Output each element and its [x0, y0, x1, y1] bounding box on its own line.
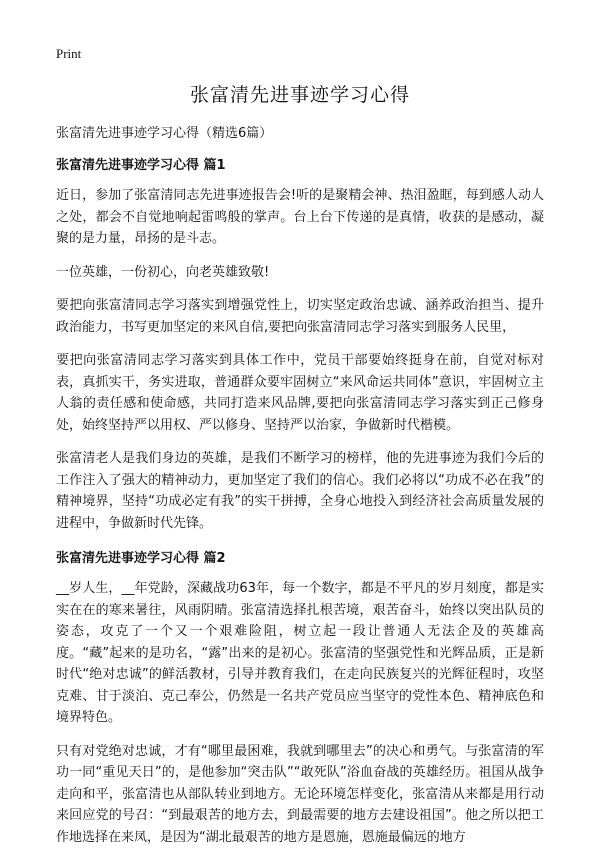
print-label: Print — [56, 46, 544, 62]
paragraph: 一位英雄，一份初心，向老英雄致敬! — [56, 262, 544, 284]
paragraph: __岁人生，__年党龄，深藏战功63年，每一个数字，都是不平凡的岁月刻度，都是实实在在的寒来暑往，风雨阴晴。张富清选择扎根苦境，艰苦奋斗，始终以突出队员的姿态，攻克了一个又一个艰难险阻，树立起一段让普通人无法企及的英雄高度。“藏”起来的是功名，“露”出来的是初心。张富清的坚强党性和光辉品质，正是新时代“绝对忠诚”的鲜活教材，引导并教育我们，在走向民族复兴的光辉征程时，攻坚克难、甘于淡泊、克己奉公，仍然是一名共产党员应当坚守的党性本色、精神底色和境界特色。 — [56, 578, 544, 729]
paragraph: 要把向张富清同志学习落实到具体工作中，党员干部要始终挺身在前，自觉对标对表，真抓实干，务实进取，普通群众要牢固树立“来风命运共同体”意识，牢固树立主人翁的责任感和使命感，共同打造来风品牌,要把向张富清同志学习落实到正己修身处，始终坚持严以用权、严以修身、坚持严以治家，争做新时代楷模。 — [56, 350, 544, 436]
paragraph: 只有对党绝对忠诚，才有“哪里最困难，我就到哪里去”的决心和勇气。与张富清的军功一同“重见天日”的，是他参加“突击队”“敢死队”浴血奋战的英雄经历。祖国从战争走向和平，张富清也从部队转业到地方。无论环境怎样变化，张富清从来都是用行动来回应党的号召：“到最艰苦的地方去，到最需要的地方去建设祖国”。他之所以把工作地选择在来凤，是因为“湖北最艰苦的地方是恩施，恩施最偏远的地方 — [56, 741, 544, 848]
section-2 — [56, 550, 544, 848]
section-1 — [56, 157, 544, 534]
document-subtitle: 张富清先进事迹学习心得（精选6篇） — [56, 125, 544, 143]
paragraph: 张富清老人是我们身边的英雄，是我们不断学习的榜样，他的先进事迹为我们今后的工作注入了强大的精神动力，更加坚定了我们的信心。我们必将以“功成不必在我”的精神境界，坚持“功成必定有我”的实干拼搏，全身心地投入到经济社会高质量发展的进程中，争做新时代先锋。 — [56, 448, 544, 534]
document-title: 张富清先进事迹学习心得 — [56, 83, 544, 107]
section-heading: 张富清先进事迹学习心得 篇2 — [56, 550, 544, 568]
section-heading: 张富清先进事迹学习心得 篇1 — [56, 157, 544, 175]
paragraph: 近日，参加了张富清同志先进事迹报告会!听的是聚精会神、热泪盈眶，每到感人动人之处，都会不自觉地响起雷鸣般的掌声。台上台下传递的是真情，收获的是感动，凝聚的是力量，昂扬的是斗志。 — [56, 185, 544, 250]
paragraph: 要把向张富清同志学习落实到增强党性上，切实坚定政治忠诚、涵养政治担当、提升政治能力，书写更加坚定的来风自信,要把向张富清同志学习落实到服务人民里， — [56, 295, 544, 338]
